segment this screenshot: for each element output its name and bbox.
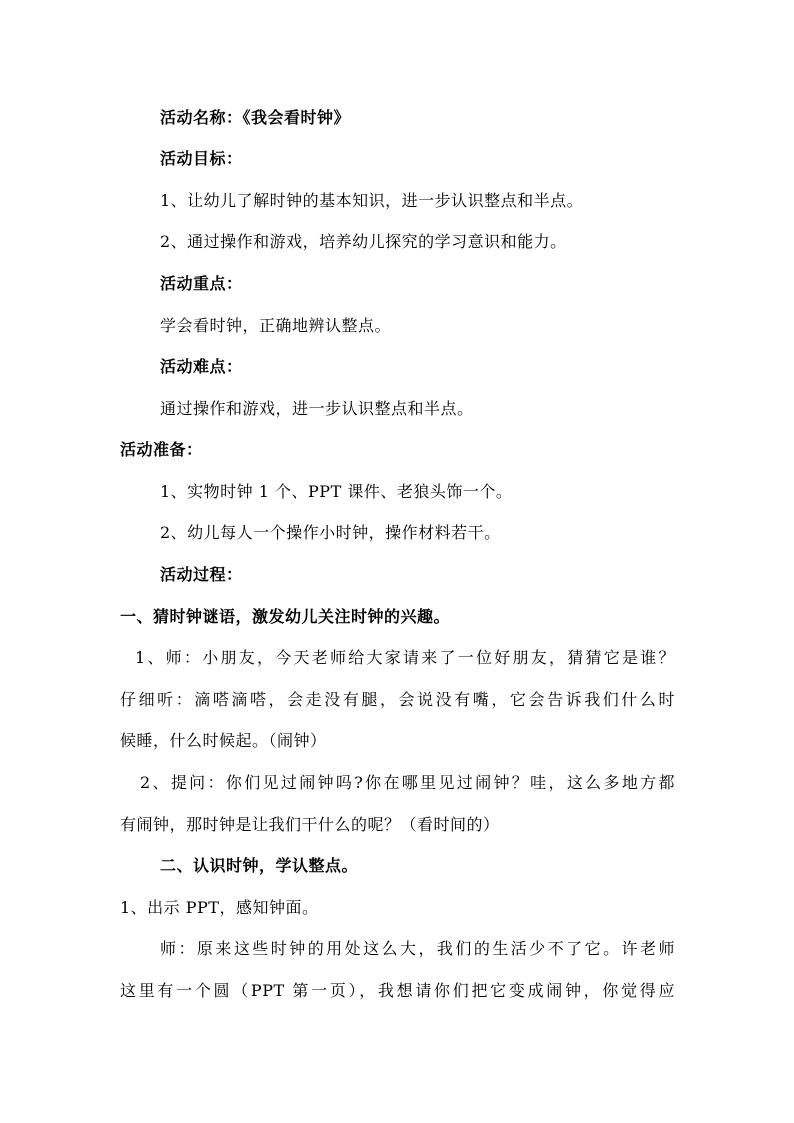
process-heading: 活动过程： bbox=[160, 565, 243, 584]
activity-title: 活动名称：《我会看时钟》 bbox=[160, 108, 351, 127]
preparation-item-1: 1、实物时钟 1 个、PPT 课件、老狼头饰一个。 bbox=[160, 482, 513, 501]
section-2-paragraph-1-line-2: 这里有一个圆（PPT 第一页），我想请你们把它变成闹钟，你觉得应 bbox=[120, 981, 675, 1000]
section-1-paragraph-2-line-1: 2、提问：你们见过闹钟吗?你在哪里见过闹钟？哇，这么多地方都 bbox=[140, 773, 675, 792]
preparation-heading: 活动准备： bbox=[120, 440, 203, 459]
section-1-paragraph-1-line-2: 仔细听：滴嗒滴嗒，会走没有腿，会说没有嘴，它会告诉我们什么时 bbox=[120, 690, 675, 709]
goals-heading: 活动目标： bbox=[160, 149, 243, 168]
section-1-heading: 一、猜时钟谜语，激发幼儿关注时钟的兴趣。 bbox=[120, 607, 451, 626]
section-1-paragraph-1-line-3: 候睡，什么时候起。（闹钟） bbox=[120, 731, 327, 750]
difficulty-heading: 活动难点： bbox=[160, 357, 243, 376]
section-1-paragraph-1-line-1: 1、师：小朋友，今天老师给大家请来了一位好朋友，猜猜它是谁？ bbox=[135, 648, 675, 667]
preparation-item-2: 2、幼儿每人一个操作小时钟，操作材料若干。 bbox=[160, 523, 501, 542]
section-2-paragraph-1-line-1: 师：原来这些时钟的用处这么大，我们的生活少不了它。许老师 bbox=[160, 939, 675, 958]
goal-item-1: 1、让幼儿了解时钟的基本知识，进一步认识整点和半点。 bbox=[160, 191, 584, 210]
section-1-paragraph-2-line-2: 有闹钟，那时钟是让我们干什么的呢？（看时间的） bbox=[120, 815, 500, 834]
key-point-text: 学会看时钟，正确地辨认整点。 bbox=[160, 316, 392, 335]
difficulty-text: 通过操作和游戏，进一步认识整点和半点。 bbox=[160, 399, 474, 418]
section-2-heading: 二、认识时钟，学认整点。 bbox=[160, 856, 359, 875]
goal-item-2: 2、通过操作和游戏，培养幼儿探究的学习意识和能力。 bbox=[160, 232, 567, 251]
key-point-heading: 活动重点： bbox=[160, 274, 243, 293]
section-2-item-1: 1、出示 PPT，感知钟面。 bbox=[120, 898, 319, 917]
